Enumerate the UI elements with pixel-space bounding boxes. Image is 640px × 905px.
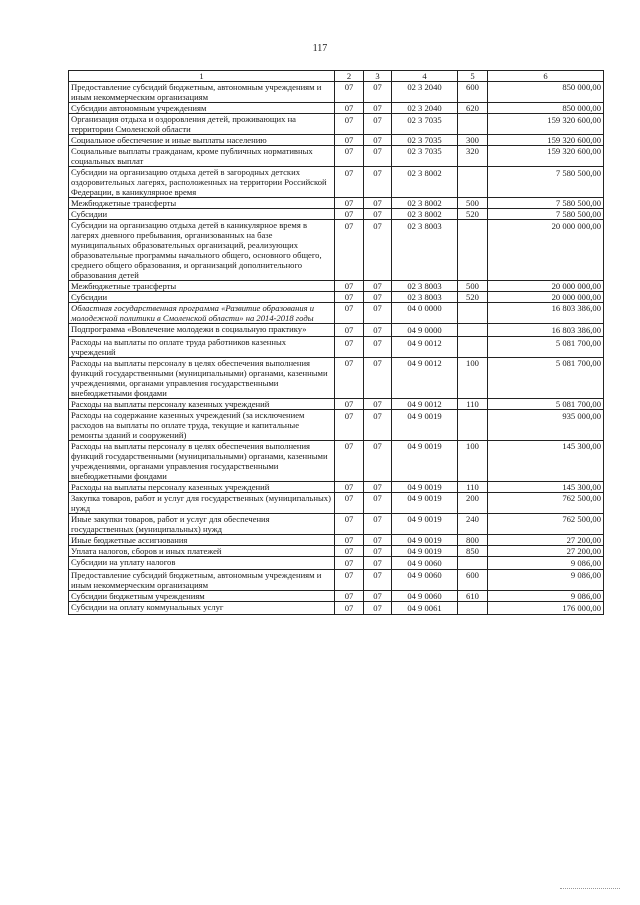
table-row	[69, 220, 604, 281]
row-section-cell: 07	[335, 557, 364, 570]
row-expense-type-cell	[458, 324, 488, 337]
row-name-cell: Областная государственная программа «Развитие образования и молодежной политики в Смоленской области» на 2014-2018 годы	[69, 303, 335, 324]
row-expense-type-cell	[458, 602, 488, 615]
table-row	[69, 146, 604, 167]
row-amount-cell: 16 803 386,00	[488, 324, 604, 337]
row-section-cell: 07	[335, 602, 364, 615]
row-subsection-cell: 07	[364, 399, 392, 410]
row-subsection-cell: 07	[364, 514, 392, 535]
row-name-cell: Межбюджетные трансферты	[69, 198, 335, 209]
row-target-article-cell: 04 9 0019	[392, 535, 458, 546]
row-target-article-cell: 04 9 0012	[392, 358, 458, 399]
row-expense-type-cell: 320	[458, 146, 488, 167]
row-subsection-cell: 07	[364, 103, 392, 114]
row-amount-cell: 20 000 000,00	[488, 281, 604, 292]
table-row	[69, 103, 604, 114]
table-row	[69, 546, 604, 557]
row-section-cell: 07	[335, 209, 364, 220]
table-row	[69, 441, 604, 482]
table-row	[69, 493, 604, 514]
row-expense-type-cell: 300	[458, 135, 488, 146]
row-subsection-cell: 07	[364, 198, 392, 209]
row-target-article-cell: 04 9 0012	[392, 337, 458, 358]
row-amount-cell: 145 300,00	[488, 441, 604, 482]
row-section-cell: 07	[335, 198, 364, 209]
row-target-article-cell: 02 3 7035	[392, 146, 458, 167]
row-expense-type-cell: 850	[458, 546, 488, 557]
row-subsection-cell: 07	[364, 441, 392, 482]
row-subsection-cell: 07	[364, 358, 392, 399]
row-subsection-cell: 07	[364, 220, 392, 281]
row-amount-cell: 159 320 600,00	[488, 146, 604, 167]
row-target-article-cell: 02 3 8003	[392, 281, 458, 292]
row-name-cell: Расходы на выплаты персоналу казенных учреждений	[69, 399, 335, 410]
row-target-article-cell: 04 9 0019	[392, 514, 458, 535]
row-target-article-cell: 02 3 7035	[392, 114, 458, 135]
row-subsection-cell: 07	[364, 337, 392, 358]
row-amount-cell: 5 081 700,00	[488, 337, 604, 358]
row-subsection-cell: 07	[364, 167, 392, 198]
page-number: 117	[312, 43, 328, 54]
bottom-rule	[560, 888, 620, 890]
budget-table	[68, 70, 604, 615]
column-header: 6	[488, 71, 604, 82]
row-section-cell: 07	[335, 570, 364, 591]
row-section-cell: 07	[335, 399, 364, 410]
row-expense-type-cell: 240	[458, 514, 488, 535]
row-amount-cell: 145 300,00	[488, 482, 604, 493]
row-section-cell: 07	[335, 591, 364, 602]
row-expense-type-cell: 800	[458, 535, 488, 546]
row-expense-type-cell: 100	[458, 441, 488, 482]
row-expense-type-cell	[458, 410, 488, 441]
row-target-article-cell: 02 3 2040	[392, 82, 458, 103]
row-expense-type-cell	[458, 114, 488, 135]
row-section-cell: 07	[335, 546, 364, 557]
row-subsection-cell: 07	[364, 557, 392, 570]
row-subsection-cell: 07	[364, 570, 392, 591]
table-row	[69, 114, 604, 135]
row-section-cell: 07	[335, 82, 364, 103]
row-target-article-cell: 02 3 8002	[392, 209, 458, 220]
row-subsection-cell: 07	[364, 114, 392, 135]
row-subsection-cell: 07	[364, 546, 392, 557]
table-row	[69, 410, 604, 441]
table-row	[69, 557, 604, 570]
row-expense-type-cell: 100	[458, 358, 488, 399]
row-amount-cell: 5 081 700,00	[488, 358, 604, 399]
row-amount-cell: 7 580 500,00	[488, 209, 604, 220]
table-row	[69, 303, 604, 324]
row-target-article-cell: 02 3 2040	[392, 103, 458, 114]
table-header-row	[69, 71, 604, 82]
row-expense-type-cell: 600	[458, 82, 488, 103]
row-name-cell: Расходы на выплаты персоналу в целях обеспечения выполнения функций государственными (муниципальными) органами, казенными учреждениями, органами управления государственными внебюджетными фондами	[69, 441, 335, 482]
table-row	[69, 591, 604, 602]
row-expense-type-cell	[458, 167, 488, 198]
row-section-cell: 07	[335, 324, 364, 337]
row-target-article-cell: 04 9 0019	[392, 546, 458, 557]
table-row	[69, 209, 604, 220]
row-name-cell: Закупка товаров, работ и услуг для государственных (муниципальных) нужд	[69, 493, 335, 514]
row-section-cell: 07	[335, 482, 364, 493]
row-expense-type-cell: 600	[458, 570, 488, 591]
row-name-cell: Субсидии	[69, 209, 335, 220]
row-target-article-cell: 04 9 0019	[392, 493, 458, 514]
row-name-cell: Субсидии автономным учреждениям	[69, 103, 335, 114]
row-amount-cell: 850 000,00	[488, 82, 604, 103]
table-row	[69, 167, 604, 198]
row-expense-type-cell: 200	[458, 493, 488, 514]
row-section-cell: 07	[335, 281, 364, 292]
table-row	[69, 514, 604, 535]
table-row	[69, 198, 604, 209]
row-section-cell: 07	[335, 535, 364, 546]
row-subsection-cell: 07	[364, 303, 392, 324]
row-section-cell: 07	[335, 167, 364, 198]
row-target-article-cell: 04 9 0000	[392, 324, 458, 337]
row-subsection-cell: 07	[364, 591, 392, 602]
row-section-cell: 07	[335, 358, 364, 399]
row-subsection-cell: 07	[364, 602, 392, 615]
row-subsection-cell: 07	[364, 292, 392, 303]
row-subsection-cell: 07	[364, 410, 392, 441]
row-expense-type-cell: 520	[458, 292, 488, 303]
row-section-cell: 07	[335, 493, 364, 514]
row-section-cell: 07	[335, 146, 364, 167]
row-name-cell: Субсидии на оплату коммунальных услуг	[69, 602, 335, 615]
table-row	[69, 602, 604, 615]
row-name-cell: Расходы на выплаты персоналу в целях обеспечения выполнения функций государственными (муниципальными) органами, казенными учреждениями, органами управления государственными внебюджетными фондами	[69, 358, 335, 399]
row-name-cell: Расходы на содержание казенных учреждений (за исключением расходов на выплаты по оплате труда, текущие и капитальные ремонты зданий и сооружений)	[69, 410, 335, 441]
row-expense-type-cell	[458, 220, 488, 281]
row-target-article-cell: 04 0 0000	[392, 303, 458, 324]
column-header: 5	[458, 71, 488, 82]
row-expense-type-cell: 610	[458, 591, 488, 602]
row-expense-type-cell: 500	[458, 281, 488, 292]
row-expense-type-cell	[458, 557, 488, 570]
table-row	[69, 570, 604, 591]
table-row	[69, 292, 604, 303]
table-row	[69, 82, 604, 103]
column-header: 3	[364, 71, 392, 82]
row-amount-cell: 176 000,00	[488, 602, 604, 615]
row-expense-type-cell: 110	[458, 482, 488, 493]
row-expense-type-cell	[458, 303, 488, 324]
row-subsection-cell: 07	[364, 535, 392, 546]
row-name-cell: Межбюджетные трансферты	[69, 281, 335, 292]
row-subsection-cell: 07	[364, 135, 392, 146]
table-row	[69, 324, 604, 337]
row-amount-cell: 16 803 386,00	[488, 303, 604, 324]
row-target-article-cell: 04 9 0061	[392, 602, 458, 615]
row-target-article-cell: 04 9 0060	[392, 591, 458, 602]
row-target-article-cell: 04 9 0019	[392, 441, 458, 482]
row-expense-type-cell: 500	[458, 198, 488, 209]
row-amount-cell: 762 500,00	[488, 514, 604, 535]
row-amount-cell: 159 320 600,00	[488, 135, 604, 146]
row-target-article-cell: 04 9 0019	[392, 482, 458, 493]
row-section-cell: 07	[335, 220, 364, 281]
row-name-cell: Организация отдыха и оздоровления детей, проживающих на территории Смоленской области	[69, 114, 335, 135]
row-target-article-cell: 02 3 8003	[392, 292, 458, 303]
row-name-cell: Субсидии	[69, 292, 335, 303]
row-amount-cell: 27 200,00	[488, 546, 604, 557]
column-header: 2	[335, 71, 364, 82]
row-section-cell: 07	[335, 337, 364, 358]
row-amount-cell: 9 086,00	[488, 570, 604, 591]
table-row	[69, 281, 604, 292]
row-target-article-cell: 02 3 7035	[392, 135, 458, 146]
row-amount-cell: 935 000,00	[488, 410, 604, 441]
row-expense-type-cell: 110	[458, 399, 488, 410]
row-target-article-cell: 02 3 8003	[392, 220, 458, 281]
row-name-cell: Расходы на выплаты по оплате труда работников казенных учреждений	[69, 337, 335, 358]
row-amount-cell: 159 320 600,00	[488, 114, 604, 135]
row-target-article-cell: 04 9 0060	[392, 557, 458, 570]
table-row	[69, 399, 604, 410]
row-target-article-cell: 02 3 8002	[392, 167, 458, 198]
column-header: 4	[392, 71, 458, 82]
row-expense-type-cell	[458, 337, 488, 358]
row-subsection-cell: 07	[364, 281, 392, 292]
row-target-article-cell: 04 9 0019	[392, 410, 458, 441]
row-name-cell: Социальные выплаты гражданам, кроме публичных нормативных социальных выплат	[69, 146, 335, 167]
row-subsection-cell: 07	[364, 324, 392, 337]
row-expense-type-cell: 620	[458, 103, 488, 114]
row-name-cell: Субсидии на организацию отдыха детей в каникулярное время в лагерях дневного пребывания, организованных на базе муниципальных образовательных организаций, реализующих образовательные программы начального общего, основного общего, среднего общего образования, и организаций дополнительного образования детей	[69, 220, 335, 281]
row-amount-cell: 20 000 000,00	[488, 292, 604, 303]
column-header: 1	[69, 71, 335, 82]
row-target-article-cell: 04 9 0012	[392, 399, 458, 410]
row-name-cell: Уплата налогов, сборов и иных платежей	[69, 546, 335, 557]
row-amount-cell: 850 000,00	[488, 103, 604, 114]
table-row	[69, 337, 604, 358]
row-name-cell: Предоставление субсидий бюджетным, автономным учреждениям и иным некоммерческим организациям	[69, 570, 335, 591]
table-row	[69, 482, 604, 493]
table-row	[69, 135, 604, 146]
row-section-cell: 07	[335, 103, 364, 114]
row-amount-cell: 9 086,00	[488, 591, 604, 602]
row-name-cell: Иные бюджетные ассигнования	[69, 535, 335, 546]
row-section-cell: 07	[335, 514, 364, 535]
row-name-cell: Социальное обеспечение и иные выплаты населению	[69, 135, 335, 146]
row-subsection-cell: 07	[364, 82, 392, 103]
row-section-cell: 07	[335, 114, 364, 135]
row-amount-cell: 27 200,00	[488, 535, 604, 546]
row-amount-cell: 9 086,00	[488, 557, 604, 570]
row-amount-cell: 7 580 500,00	[488, 198, 604, 209]
table-body	[69, 82, 604, 615]
row-section-cell: 07	[335, 292, 364, 303]
table-row	[69, 535, 604, 546]
row-name-cell: Субсидии на уплату налогов	[69, 557, 335, 570]
row-name-cell: Иные закупки товаров, работ и услуг для обеспечения государственных (муниципальных) нужд	[69, 514, 335, 535]
row-expense-type-cell: 520	[458, 209, 488, 220]
row-target-article-cell: 04 9 0060	[392, 570, 458, 591]
row-name-cell: Предоставление субсидий бюджетным, автономным учреждениям и иным некоммерческим организациям	[69, 82, 335, 103]
row-name-cell: Субсидии на организацию отдыха детей в загородных детских оздоровительных лагерях, расположенных на территории Российской Федерации, в каникулярное время	[69, 167, 335, 198]
row-amount-cell: 20 000 000,00	[488, 220, 604, 281]
row-section-cell: 07	[335, 410, 364, 441]
row-subsection-cell: 07	[364, 493, 392, 514]
row-subsection-cell: 07	[364, 209, 392, 220]
row-section-cell: 07	[335, 441, 364, 482]
row-section-cell: 07	[335, 303, 364, 324]
table-row	[69, 358, 604, 399]
row-name-cell: Расходы на выплаты персоналу казенных учреждений	[69, 482, 335, 493]
row-name-cell: Подпрограмма «Вовлечение молодежи в социальную практику»	[69, 324, 335, 337]
row-subsection-cell: 07	[364, 146, 392, 167]
row-subsection-cell: 07	[364, 482, 392, 493]
row-name-cell: Субсидии бюджетным учреждениям	[69, 591, 335, 602]
row-amount-cell: 5 081 700,00	[488, 399, 604, 410]
row-target-article-cell: 02 3 8002	[392, 198, 458, 209]
row-amount-cell: 7 580 500,00	[488, 167, 604, 198]
row-section-cell: 07	[335, 135, 364, 146]
row-amount-cell: 762 500,00	[488, 493, 604, 514]
